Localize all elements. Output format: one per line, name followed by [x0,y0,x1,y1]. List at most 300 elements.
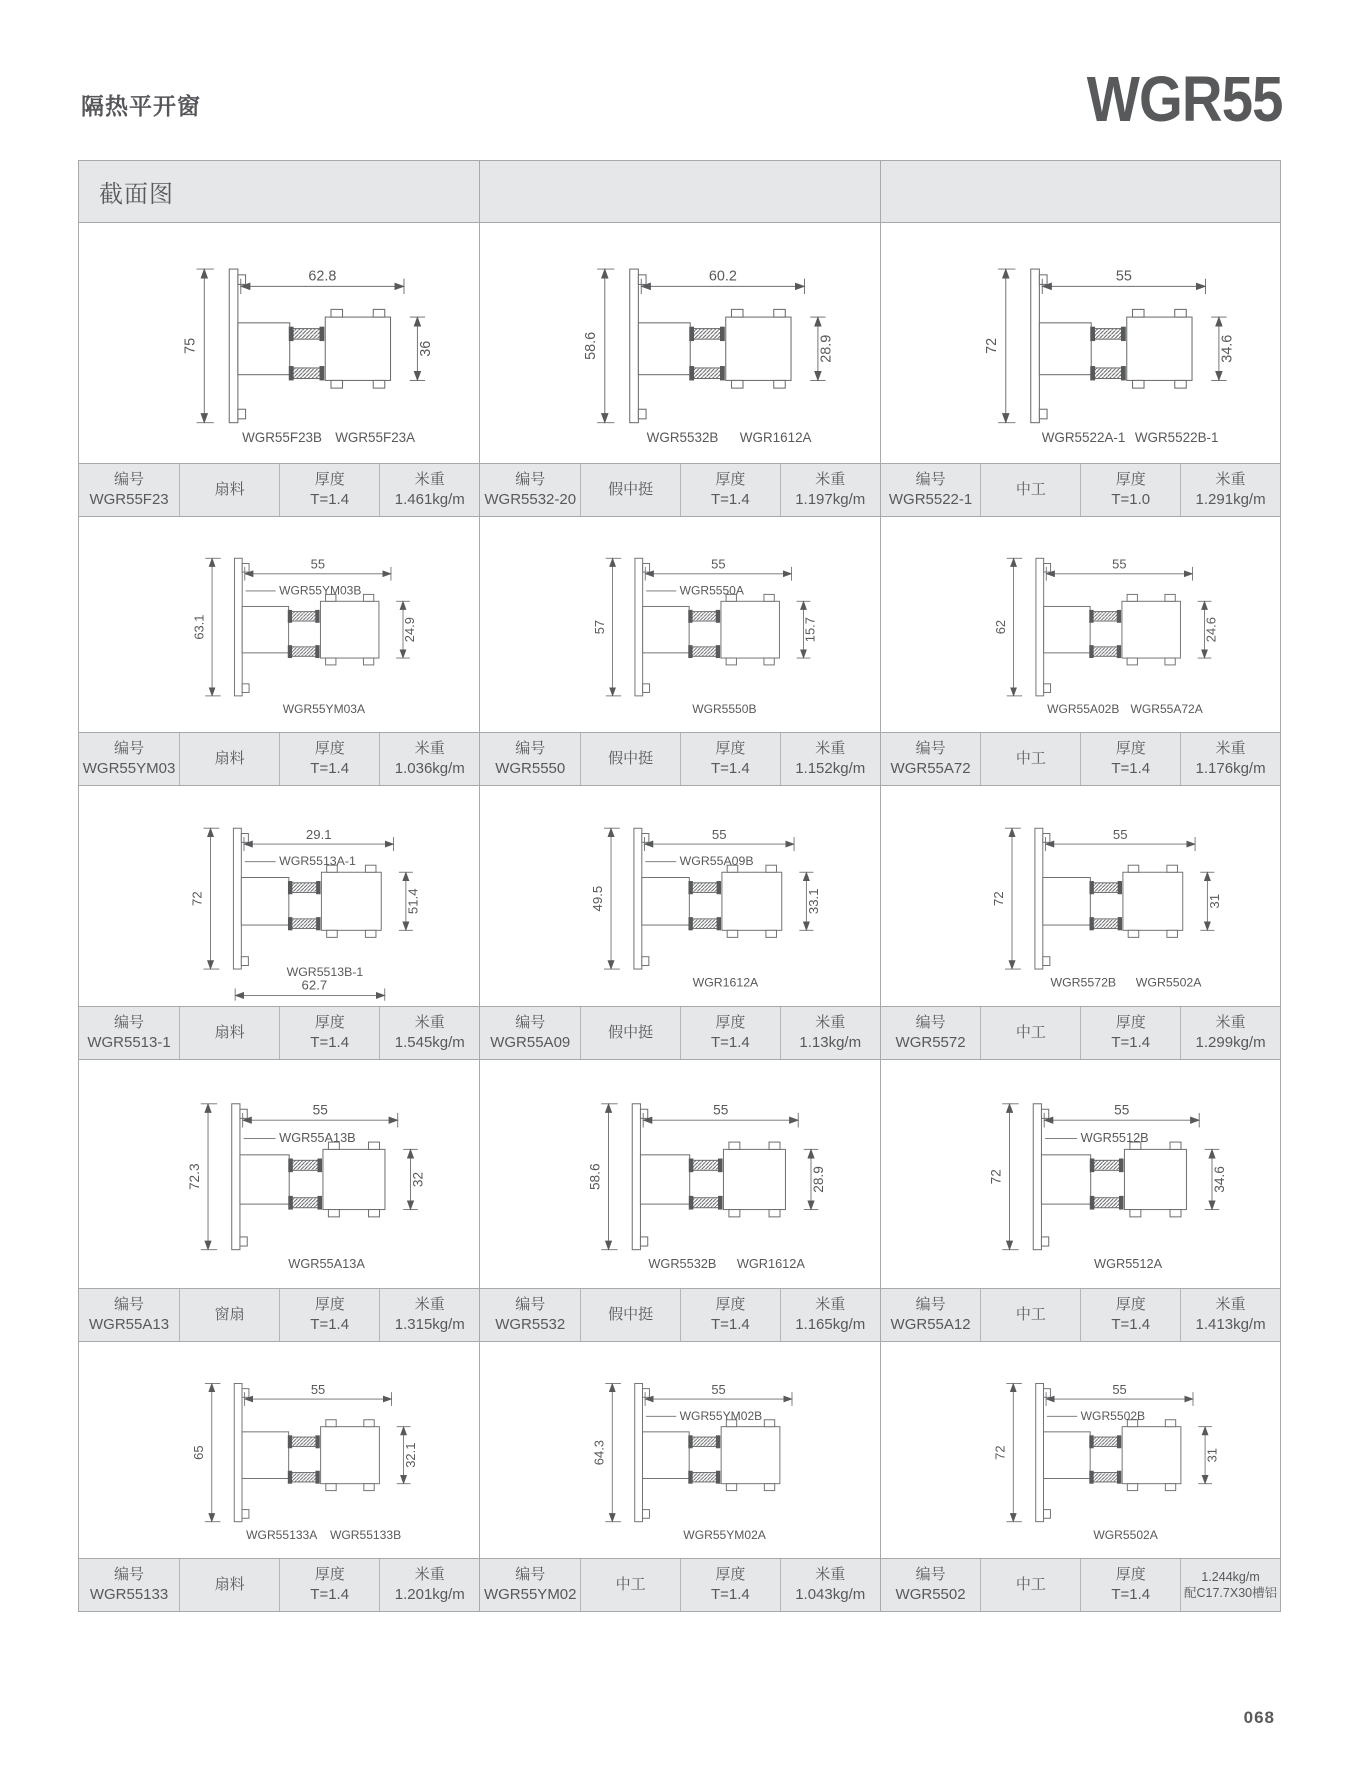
spec-group [479,1289,879,1341]
series-code-title: WGR55 [1087,63,1283,135]
spec-group [79,1559,479,1611]
spec-thickness-line1: 厚度 [715,739,746,757]
spec-thickness [680,464,780,516]
spec-type [580,464,680,516]
spec-code-line1: 编号 [915,470,946,488]
dimension-left: 72 [990,891,1006,906]
spec-thickness-line2: T=1.4 [711,1316,750,1333]
spec-code-line2: WGR55A12 [890,1316,971,1333]
dimension-top: 55 [1111,1381,1127,1397]
dimension-right: 15.7 [803,617,819,643]
spec-weight-line1: 米重 [815,1565,846,1583]
spec-code-line2: WGR5572 [895,1034,966,1051]
spec-code [480,733,580,785]
section-drawing [79,517,479,732]
spec-code [79,1289,179,1341]
spec-group [79,1007,479,1059]
spec-code-line2: WGR55A13 [89,1316,170,1333]
spec-code-line1: 编号 [114,1565,145,1583]
drawing-cell [479,786,879,1006]
section-drawing [480,517,879,732]
drawing-cell [79,223,479,463]
spec-weight-line2: 1.197kg/m [795,491,866,508]
spec-thickness [680,1007,780,1059]
spec-weight-line2: 1.299kg/m [1195,1034,1266,1051]
dimension-left: 72 [983,337,1000,354]
spec-type-line1: 扇料 [214,480,245,498]
spec-thickness [680,1559,780,1611]
spec-code-line2: WGR5522-1 [888,491,973,508]
profile-part-label: WGR55F23A [335,429,416,445]
spec-thickness-line1: 厚度 [715,1295,746,1313]
drawing-cell [880,223,1280,463]
spec-group [79,733,479,785]
section-drawing [881,1342,1280,1558]
profile-part-label: WGR1612A [740,429,812,445]
spec-row [79,1006,1280,1060]
spec-thickness [1080,1289,1180,1341]
spec-code [480,464,580,516]
table-header-col-3 [880,161,1280,222]
profile-part-label: WGR5550A [679,583,745,598]
dimension-left: 62 [992,619,1008,635]
spec-type-line1: 扇料 [214,1575,245,1593]
dimension-right: 51.4 [405,888,421,915]
profile-shape [1033,1104,1186,1250]
profile-part-label: WGR5502A [1093,1527,1158,1542]
spec-thickness-line2: T=1.4 [711,760,750,777]
spec-thickness-line1: 厚度 [314,1013,345,1031]
drawing-cell [880,1060,1280,1288]
table-row-group [79,1342,1280,1611]
section-drawing [79,1060,479,1288]
section-diagram-label: 截面图 [99,181,174,208]
profile-shape [635,1383,780,1521]
spec-thickness-line2: T=1.4 [1111,1316,1151,1333]
spec-code [881,1289,981,1341]
spec-weight-line1: 米重 [414,470,445,488]
spec-thickness [279,733,379,785]
spec-type-line1: 假中挺 [608,1023,654,1041]
spec-code-line1: 编号 [114,739,145,757]
spec-thickness [1080,1559,1180,1611]
spec-thickness-line1: 厚度 [314,1295,345,1313]
spec-code-line2: WGR5550 [495,760,566,777]
spec-thickness [1080,1007,1180,1059]
profile-shape [233,828,381,969]
profile-part-label: WGR5550B [692,702,757,717]
spec-group [880,733,1280,785]
spec-weight [780,1007,880,1059]
profile-shape [630,269,791,423]
spec-code-line1: 编号 [515,470,546,488]
spec-weight-line2: 1.315kg/m [394,1316,465,1333]
spec-code-line1: 编号 [114,1013,145,1031]
dimension-top: 55 [711,1381,727,1397]
spec-thickness-line1: 厚度 [314,470,345,488]
spec-row [79,732,1280,786]
profile-part-label: WGR55A72A [1130,702,1203,717]
spec-weight-line1: 米重 [1215,1295,1246,1313]
section-drawing [881,223,1280,463]
spec-code [480,1559,580,1611]
spec-code-line2: WGR55A09 [490,1034,571,1051]
profile-part-label: WGR5512B [1080,1130,1149,1146]
spec-type [179,1007,279,1059]
profile-part-label: WGR1612A [737,1255,806,1271]
spec-weight-line2: 1.545kg/m [394,1034,465,1051]
spec-thickness-line1: 厚度 [314,739,345,757]
drawing-cell [880,1342,1280,1558]
spec-thickness-line2: T=1.4 [711,1034,750,1051]
spec-weight [780,1289,880,1341]
dimension-left: 72 [988,1169,1004,1185]
dimension-right: 32 [410,1171,426,1188]
dimension-left: 57 [592,619,608,635]
profile-part-label: WGR5532B [648,1255,717,1271]
dimension-right: 36 [417,340,434,357]
spec-code-line1: 编号 [515,739,546,757]
spec-weight-line1: 米重 [1215,739,1246,757]
spec-thickness [279,464,379,516]
spec-weight-line1: 米重 [1215,1013,1246,1031]
spec-type [580,1007,680,1059]
spec-weight-line2: 1.036kg/m [394,760,465,777]
spec-type [580,1289,680,1341]
spec-type-line1: 中工 [1015,1305,1046,1323]
spec-thickness-line2: T=1.4 [1111,760,1151,777]
spec-type-line1: 假中挺 [608,749,654,767]
spec-weight-line2: 1.152kg/m [795,760,866,777]
spec-weight-line1: 米重 [414,1295,445,1313]
drawing-row [79,517,1280,732]
drawing-cell [479,517,879,732]
section-drawing [480,786,879,1006]
spec-type [980,733,1080,785]
dimension-right: 24.6 [1203,617,1219,643]
spec-thickness [1080,464,1180,516]
spec-thickness-line2: T=1.4 [711,491,750,508]
section-drawing [881,517,1280,732]
table-body [79,223,1280,1611]
spec-weight [1180,1289,1280,1341]
spec-group [479,464,879,516]
spec-code-line1: 编号 [915,739,946,757]
spec-thickness-line2: T=1.0 [1111,491,1151,508]
dimension-top: 55 [310,1381,326,1397]
profile-shape [1036,558,1180,696]
dimension-left: 72.3 [186,1163,202,1191]
spec-group [479,733,879,785]
spec-code [480,1007,580,1059]
spec-code-line1: 编号 [515,1565,546,1583]
spec-thickness-line1: 厚度 [1115,1013,1146,1031]
spec-weight-line2: 1.413kg/m [1195,1316,1266,1333]
spec-type [179,1289,279,1341]
spec-code-line2: WGR5502 [895,1586,966,1603]
dimension-right: 32.1 [402,1442,418,1468]
spec-type-line1: 中工 [1015,1575,1046,1593]
dimension-right: 31 [1206,893,1222,909]
spec-type [980,1007,1080,1059]
profile-part-label: WGR55A09B [679,854,754,869]
dimension-left: 58.6 [583,331,600,360]
spec-code-line1: 编号 [114,1295,145,1313]
profile-part-label: WGR55YM03B [279,583,362,598]
section-drawing [881,786,1280,1006]
spec-code-line2: WGR55YM02 [483,1586,577,1603]
profile-part-label: WGR55YM03A [282,702,366,717]
spec-thickness-line2: T=1.4 [1111,1034,1151,1051]
spec-weight-line2: 1.165kg/m [795,1316,866,1333]
drawing-row [79,1060,1280,1288]
drawing-cell [479,223,879,463]
spec-weight-line2: 1.201kg/m [394,1586,465,1603]
spec-group [880,1007,1280,1059]
drawing-cell [479,1342,879,1558]
spec-code-line2: WGR55YM03 [82,760,176,777]
spec-code [881,733,981,785]
spec-type-line1: 中工 [1015,749,1046,767]
dimension-right: 31 [1203,1447,1219,1463]
profile-part-label: WGR5512A [1093,1255,1162,1271]
dimension-right: 33.1 [806,888,822,915]
spec-weight [780,464,880,516]
profile-part-label: WGR5522A-1 [1041,429,1126,445]
spec-weight-line2: 配C17.7X30槽铝 [1184,1586,1278,1600]
spec-thickness-line1: 厚度 [1115,470,1146,488]
spec-type-line1: 窗扇 [214,1305,245,1323]
table-header-row [79,161,1280,223]
spec-weight-line2: 1.461kg/m [394,491,465,508]
spec-weight [780,733,880,785]
dimension-left: 75 [182,337,199,354]
spec-type-line1: 扇料 [214,1023,245,1041]
profile-part-label: WGR55133A [246,1527,318,1542]
spec-thickness-line2: T=1.4 [310,1034,350,1051]
spec-weight-line1: 1.244kg/m [1201,1569,1260,1584]
dimension-top: 55 [1112,826,1128,842]
spec-weight [379,1559,479,1611]
spec-type [580,1559,680,1611]
section-drawing [480,223,879,463]
spec-code [79,1559,179,1611]
spec-type-line1: 假中挺 [608,480,654,498]
spec-code [79,1007,179,1059]
profile-shape [1030,269,1191,423]
spec-row [79,1288,1280,1342]
spec-thickness-line2: T=1.4 [310,1586,350,1603]
profile-part-label: WGR5502B [1080,1408,1145,1423]
spec-thickness-line1: 厚度 [1115,739,1146,757]
profile-part-label: WGR1612A [692,975,759,990]
dimension-top: 55 [312,1102,328,1118]
spec-group [79,464,479,516]
dimension-right: 34.6 [1211,1166,1227,1193]
spec-thickness [279,1559,379,1611]
spec-thickness-line2: T=1.4 [1111,1586,1151,1603]
dimension-top: 62.8 [308,268,337,285]
profile-part-label: WGR5522B-1 [1134,429,1219,445]
profile-shape [634,828,782,969]
profile-shape [633,1104,786,1250]
dimension-top: 55 [1113,1102,1129,1118]
spec-code-line1: 编号 [915,1013,946,1031]
drawing-cell [79,1060,479,1288]
drawing-cell [79,786,479,1006]
profile-shape [1035,1383,1180,1521]
spec-type [179,733,279,785]
spec-thickness [279,1007,379,1059]
spec-thickness-line2: T=1.4 [711,1586,750,1603]
drawing-cell [79,517,479,732]
page-title: 隔热平开窗 [81,93,201,119]
dimension-top: 55 [1115,268,1132,285]
profile-part-label: WGR5532B [647,429,719,445]
spec-code-line2: WGR55A72 [890,760,971,777]
dimension-right: 28.9 [811,1166,827,1193]
profile-part-label: WGR55A13B [279,1130,356,1146]
spec-code [79,733,179,785]
table-row-group [79,517,1280,786]
spec-weight-line1: 米重 [414,739,445,757]
spec-code-line2: WGR5513-1 [87,1034,171,1051]
spec-type-line1: 扇料 [214,749,245,767]
dimension-right: 34.6 [1219,334,1236,363]
profile-table [78,160,1281,1612]
spec-weight-line2: 1.13kg/m [799,1034,862,1051]
spec-code-line2: WGR5532-20 [484,491,577,508]
spec-type-line1: 中工 [1015,1023,1046,1041]
spec-type [980,1289,1080,1341]
spec-thickness-line2: T=1.4 [310,491,350,508]
spec-thickness-line2: T=1.4 [310,760,350,777]
table-row-group [79,786,1280,1060]
section-drawing [881,1060,1280,1288]
spec-thickness [680,733,780,785]
profile-part-label: WGR5572B [1050,975,1116,990]
dimension-top: 55 [713,1102,729,1118]
spec-code-line2: WGR55F23 [89,491,169,508]
spec-thickness-line2: T=1.4 [310,1316,350,1333]
spec-group [880,464,1280,516]
drawing-cell [880,786,1280,1006]
dimension-top: 29.1 [305,826,332,842]
profile-part-label: WGR55A13A [288,1255,365,1271]
profile-shape [229,269,390,423]
dimension-left: 72 [189,891,205,906]
spec-thickness-line1: 厚度 [1115,1565,1146,1583]
profile-part-label: WGR55YM02B [679,1408,763,1423]
spec-weight [1180,1559,1280,1611]
spec-group [479,1007,879,1059]
spec-weight-line1: 米重 [414,1013,445,1031]
spec-weight [1180,1007,1280,1059]
dimension-left: 58.6 [587,1163,603,1191]
dimension-top: 60.2 [709,268,738,285]
spec-group [479,1559,879,1611]
spec-weight-line1: 米重 [815,470,846,488]
dimension-right: 24.9 [402,617,418,643]
dimension-top: 55 [711,556,726,572]
spec-group [880,1559,1280,1611]
spec-group [79,1289,479,1341]
profile-shape [635,558,779,696]
profile-part-label: WGR5513B-1 [286,965,364,980]
spec-thickness-line1: 厚度 [314,1565,345,1583]
drawing-row [79,786,1280,1006]
section-drawing [79,786,479,1006]
dimension-left: 64.3 [591,1439,607,1466]
spec-weight-line2: 1.176kg/m [1195,760,1266,777]
profile-part-label: WGR5502A [1135,975,1202,990]
dimension-bottom: 62.7 [301,977,328,993]
spec-weight [379,1007,479,1059]
table-row-group [79,223,1280,517]
spec-thickness-line1: 厚度 [1115,1295,1146,1313]
spec-weight-line1: 米重 [1215,470,1246,488]
spec-type-line1: 中工 [615,1575,646,1593]
spec-thickness [680,1289,780,1341]
spec-row [79,463,1280,517]
profile-shape [232,1104,385,1250]
profile-part-label: WGR5513A-1 [279,854,356,869]
spec-type [179,1559,279,1611]
spec-code [881,464,981,516]
section-drawing [480,1060,879,1288]
spec-weight-line2: 1.043kg/m [795,1586,866,1603]
spec-code-line1: 编号 [915,1295,946,1313]
section-drawing [79,1342,479,1558]
spec-thickness [279,1289,379,1341]
table-row-group [79,1060,1280,1342]
spec-row [79,1558,1280,1611]
table-header-col-1 [79,161,479,222]
spec-weight-line1: 米重 [414,1565,445,1583]
dimension-top: 55 [712,826,727,842]
spec-code-line1: 编号 [915,1565,946,1583]
dimension-left: 72 [992,1445,1008,1460]
spec-code [881,1007,981,1059]
dimension-right: 28.9 [818,334,835,363]
spec-code [79,464,179,516]
dimension-top: 55 [1111,556,1127,572]
spec-weight [780,1559,880,1611]
spec-weight [379,464,479,516]
spec-code-line1: 编号 [515,1295,546,1313]
drawing-cell [880,517,1280,732]
spec-thickness [1080,733,1180,785]
dimension-top: 55 [310,556,326,572]
spec-code-line1: 编号 [515,1013,546,1031]
profile-part-label: WGR55133B [329,1527,402,1542]
drawing-cell [479,1060,879,1288]
page-number: 068 [1243,1708,1275,1727]
spec-type [179,464,279,516]
section-drawing [480,1342,879,1558]
spec-code [480,1289,580,1341]
dimension-left: 65 [191,1445,207,1460]
spec-thickness-line1: 厚度 [715,1013,746,1031]
spec-code-line2: WGR5532 [495,1316,566,1333]
drawing-row [79,1342,1280,1558]
dimension-left: 63.1 [191,614,207,640]
profile-part-label: WGR55F23B [242,429,322,445]
table-header-col-2 [479,161,879,222]
spec-weight-line2: 1.291kg/m [1195,491,1266,508]
drawing-row [79,223,1280,463]
spec-code-line1: 编号 [114,470,145,488]
